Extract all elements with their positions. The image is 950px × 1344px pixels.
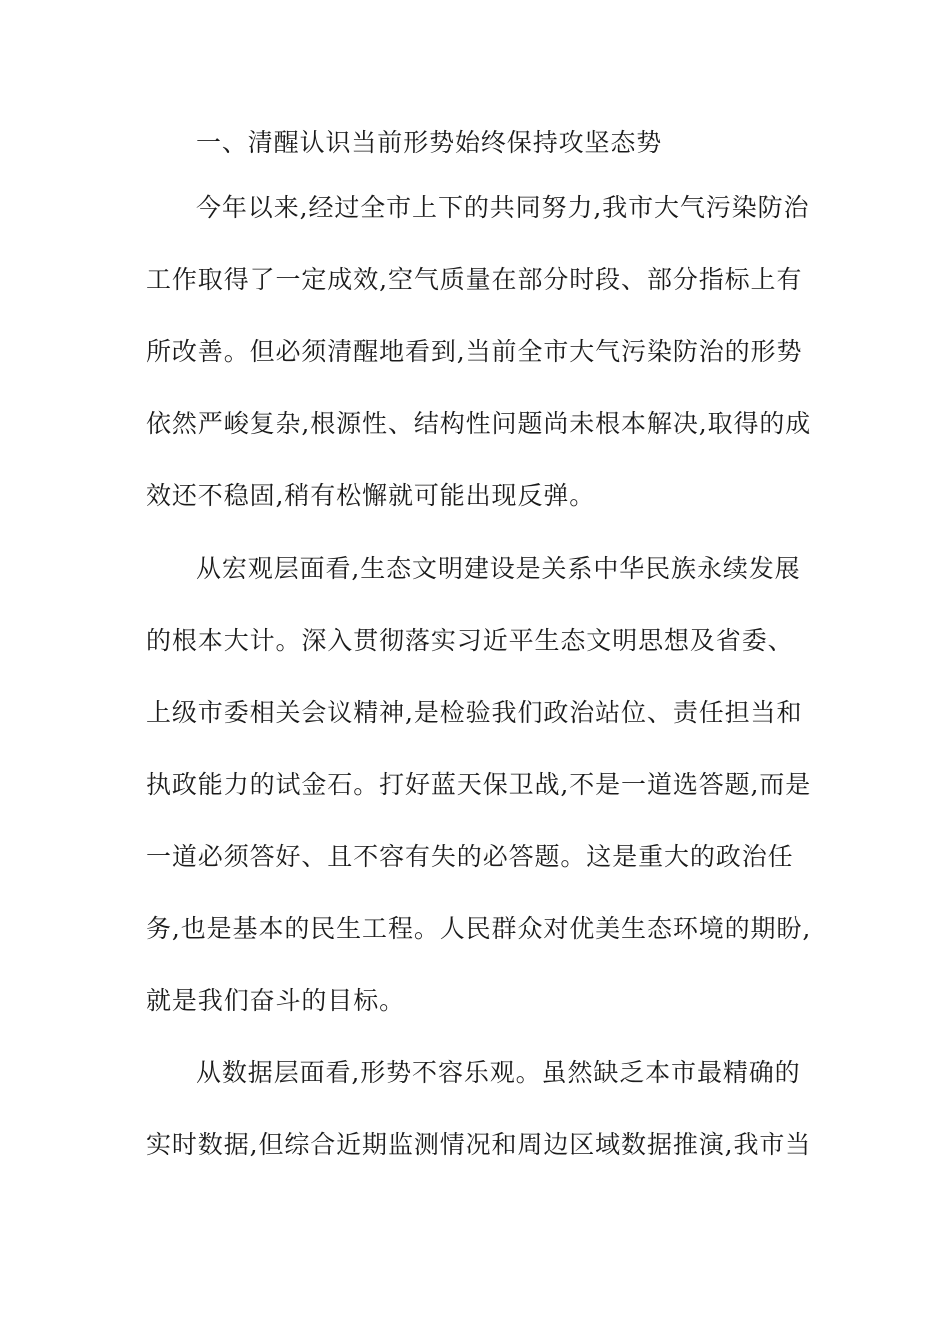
paragraph-line: 依然严峻复杂,根源性、结构性问题尚未根本解决,取得的成 bbox=[146, 409, 812, 438]
paragraph-line: 工作取得了一定成效,空气质量在部分时段、部分指标上有 bbox=[146, 265, 803, 294]
paragraph-line: 从数据层面看,形势不容乐观。虽然缺乏本市最精确的 bbox=[196, 1058, 801, 1087]
paragraph-line: 今年以来,经过全市上下的共同努力,我市大气污染防治 bbox=[196, 193, 810, 222]
paragraph-line: 的根本大计。深入贯彻落实习近平生态文明思想及省委、 bbox=[146, 626, 794, 655]
paragraph-line: 从宏观层面看,生态文明建设是关系中华民族永续发展 bbox=[196, 554, 801, 583]
section-heading: 一、清醒认识当前形势始终保持攻坚态势 bbox=[196, 128, 663, 157]
paragraph-line: 就是我们奋斗的目标。 bbox=[146, 986, 406, 1015]
paragraph-line: 一道必须答好、且不容有失的必答题。这是重大的政治任 bbox=[146, 842, 794, 871]
paragraph-line: 上级市委相关会议精神,是检验我们政治站位、责任担当和 bbox=[146, 698, 803, 727]
paragraph-line: 效还不稳固,稍有松懈就可能出现反弹。 bbox=[146, 481, 596, 510]
paragraph-line: 务,也是基本的民生工程。人民群众对优美生态环境的期盼, bbox=[146, 914, 812, 943]
paragraph-line: 所改善。但必须清醒地看到,当前全市大气污染防治的形势 bbox=[146, 337, 803, 366]
paragraph-line: 实时数据,但综合近期监测情况和周边区域数据推演,我市当 bbox=[146, 1130, 812, 1159]
paragraph-line: 执政能力的试金石。打好蓝天保卫战,不是一道选答题,而是 bbox=[146, 770, 812, 799]
